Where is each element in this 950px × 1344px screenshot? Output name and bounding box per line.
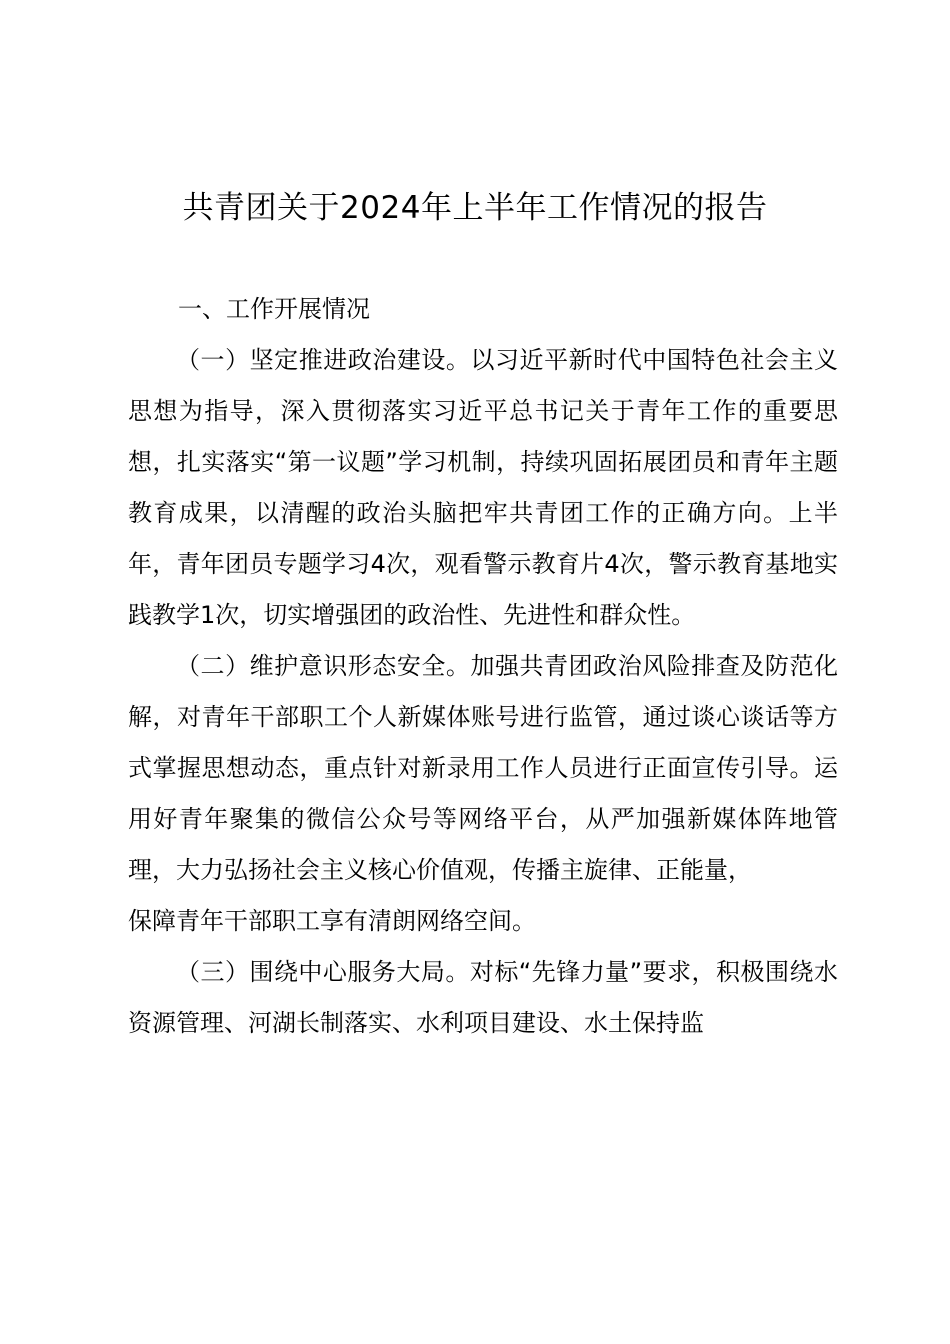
paragraph-continuation: 保障青年干部职工享有清朗网络空间。 [128,907,536,935]
section-heading: 一、工作开展情况 [178,295,370,323]
paragraph-political-construction: （一）坚定推进政治建设。以习近平新时代中国特色社会主义思想为指导，深入贯彻落实习近平总书记关于青年工作的重要思想，扎实落实“第一议题”学习机制，持续巩固拓展团员和青年主题教育成果，以清醒的政治头脑把牢共青团工作的正确方向。上半年，青年团员专题学习4次，观看警示教育片4次，警示教育基地实践教学1次，切实增强团的政治性、先进性和群众性。 [128,346,838,629]
paragraph-ideology-security: （二）维护意识形态安全。加强共青团政治风险排查及防范化解，对青年干部职工个人新媒体账号进行监管，通过谈心谈话等方式掌握思想动态，重点针对新录用工作人员进行正面宣传引导。运用好青年聚集的微信公众号等网络平台，从严加强新媒体阵地管理，大力弘扬社会主义核心价值观，传播主旋律、正能量， [128,652,838,884]
document-body [128,284,838,1049]
paragraph-serve-center: （三）围绕中心服务大局。对标“先锋力量”要求，积极围绕水资源管理、河湖长制落实、水利项目建设、水土保持监 [128,958,838,1037]
document-title: 共青团关于2024年上半年工作情况的报告 [182,190,768,226]
